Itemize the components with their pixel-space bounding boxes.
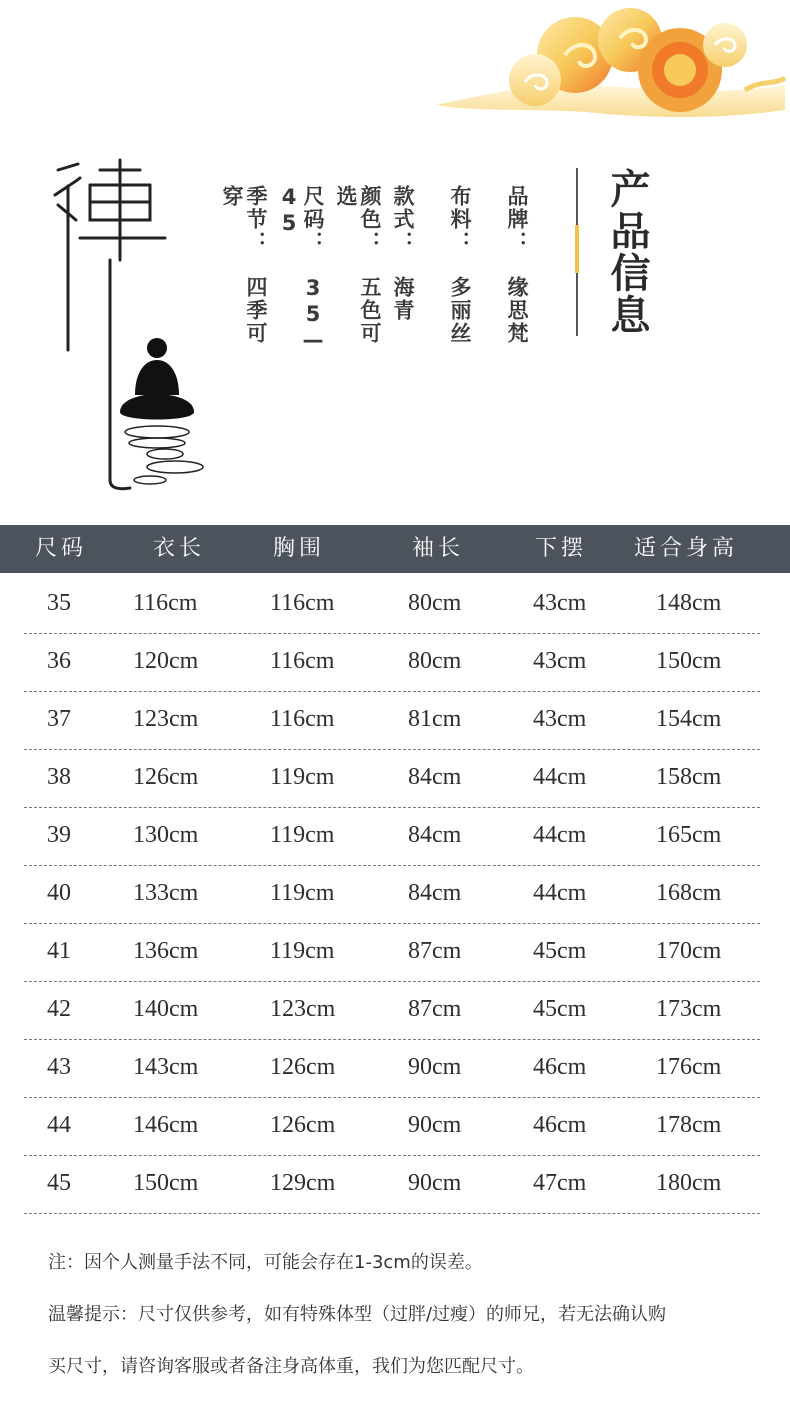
- cell-sleeve: 90cm: [408, 1112, 462, 1138]
- size-table-body: [24, 576, 760, 1214]
- note-tip-line2: 买尺寸，请咨询客服或者备注身高体重，我们为您匹配尺寸。: [48, 1356, 534, 1377]
- cell-height: 173cm: [656, 996, 722, 1022]
- cell-size: 35: [47, 590, 71, 616]
- cell-length: 116cm: [133, 590, 198, 616]
- cell-chest: 119cm: [270, 764, 335, 790]
- cell-length: 146cm: [133, 1112, 199, 1138]
- cell-sleeve: 90cm: [408, 1170, 462, 1196]
- title-accent-bar: [575, 225, 579, 273]
- table-row: [24, 1156, 760, 1214]
- header-height: 适合身高: [634, 536, 739, 561]
- cell-length: 123cm: [133, 706, 199, 732]
- field-value: 缘思梵: [505, 276, 529, 345]
- cell-chest: 119cm: [270, 938, 335, 964]
- table-row: [24, 692, 760, 750]
- field-value: 多丽丝: [448, 276, 472, 345]
- table-row: [24, 808, 760, 866]
- field-label: 颜色：: [358, 185, 382, 254]
- section-title: 产品信息: [604, 168, 650, 336]
- cell-sleeve: 80cm: [408, 648, 462, 674]
- cell-length: 133cm: [133, 880, 199, 906]
- table-row: [24, 1098, 760, 1156]
- cell-chest: 116cm: [270, 706, 335, 732]
- field-value: 35—45: [277, 185, 325, 354]
- cell-hem: 44cm: [533, 822, 587, 848]
- cell-height: 168cm: [656, 880, 722, 906]
- cell-chest: 129cm: [270, 1170, 336, 1196]
- cell-chest: 119cm: [270, 880, 335, 906]
- note-error: 注：因个人测量手法不同，可能会存在1-3cm的误差。: [48, 1252, 483, 1273]
- product-field-size: [277, 185, 325, 355]
- product-field-style: [391, 185, 415, 322]
- cell-size: 37: [47, 706, 71, 732]
- field-value: 五色可选: [334, 185, 382, 345]
- cell-size: 42: [47, 996, 71, 1022]
- zen-meditation-illustration: [40, 150, 220, 495]
- cell-sleeve: 90cm: [408, 1054, 462, 1080]
- cell-hem: 46cm: [533, 1112, 587, 1138]
- field-label: 尺码：: [301, 185, 325, 254]
- cell-length: 150cm: [133, 1170, 199, 1196]
- table-row: [24, 866, 760, 924]
- cell-size: 41: [47, 938, 71, 964]
- field-value: 四季可穿: [220, 185, 268, 345]
- cell-length: 136cm: [133, 938, 199, 964]
- cell-sleeve: 84cm: [408, 880, 462, 906]
- header-length: 衣长: [153, 536, 206, 561]
- cell-height: 180cm: [656, 1170, 722, 1196]
- cell-hem: 44cm: [533, 764, 587, 790]
- cell-size: 44: [47, 1112, 71, 1138]
- size-table-header: [0, 525, 790, 573]
- cell-height: 165cm: [656, 822, 722, 848]
- product-field-color: [334, 185, 382, 355]
- cell-hem: 43cm: [533, 590, 587, 616]
- header-hem: 下摆: [535, 536, 588, 561]
- cell-height: 178cm: [656, 1112, 722, 1138]
- header-sleeve: 袖长: [412, 536, 465, 561]
- table-row: [24, 1040, 760, 1098]
- cell-length: 120cm: [133, 648, 199, 674]
- field-value: 海青: [391, 276, 415, 322]
- cell-sleeve: 84cm: [408, 764, 462, 790]
- cell-length: 140cm: [133, 996, 199, 1022]
- cell-hem: 44cm: [533, 880, 587, 906]
- field-label: 布料：: [448, 185, 472, 254]
- product-field-fabric: [448, 185, 472, 345]
- auspicious-cloud-decoration: [425, 0, 790, 150]
- table-row: [24, 576, 760, 634]
- cell-size: 45: [47, 1170, 71, 1196]
- cell-hem: 43cm: [533, 648, 587, 674]
- cell-height: 148cm: [656, 590, 722, 616]
- cell-sleeve: 84cm: [408, 822, 462, 848]
- cell-chest: 126cm: [270, 1112, 336, 1138]
- note-tip-line1: 温馨提示：尺寸仅供参考，如有特殊体型（过胖/过瘦）的师兄，若无法确认购: [48, 1304, 667, 1325]
- cell-height: 176cm: [656, 1054, 722, 1080]
- notes: [48, 1245, 768, 1401]
- cell-hem: 45cm: [533, 938, 587, 964]
- cell-length: 130cm: [133, 822, 199, 848]
- cell-hem: 45cm: [533, 996, 587, 1022]
- cell-size: 38: [47, 764, 71, 790]
- cell-sleeve: 81cm: [408, 706, 462, 732]
- cell-chest: 119cm: [270, 822, 335, 848]
- header-size: 尺码: [35, 536, 88, 561]
- product-field-season: [220, 185, 268, 355]
- cell-height: 154cm: [656, 706, 722, 732]
- cell-chest: 126cm: [270, 1054, 336, 1080]
- cell-hem: 47cm: [533, 1170, 587, 1196]
- cell-sleeve: 87cm: [408, 938, 462, 964]
- table-row: [24, 982, 760, 1040]
- cell-hem: 43cm: [533, 706, 587, 732]
- cell-sleeve: 87cm: [408, 996, 462, 1022]
- cell-sleeve: 80cm: [408, 590, 462, 616]
- cell-size: 43: [47, 1054, 71, 1080]
- cell-chest: 116cm: [270, 590, 335, 616]
- table-row: [24, 750, 760, 808]
- field-label: 款式：: [391, 185, 415, 254]
- cell-size: 36: [47, 648, 71, 674]
- cell-height: 170cm: [656, 938, 722, 964]
- cell-length: 143cm: [133, 1054, 199, 1080]
- cell-height: 150cm: [656, 648, 722, 674]
- table-row: [24, 634, 760, 692]
- cell-size: 39: [47, 822, 71, 848]
- cell-length: 126cm: [133, 764, 199, 790]
- product-info-list: [215, 185, 545, 355]
- cell-size: 40: [47, 880, 71, 906]
- cell-height: 158cm: [656, 764, 722, 790]
- cell-hem: 46cm: [533, 1054, 587, 1080]
- product-field-brand: [505, 185, 529, 345]
- table-row: [24, 924, 760, 982]
- header-chest: 胸围: [273, 536, 326, 561]
- cell-chest: 123cm: [270, 996, 336, 1022]
- field-label: 季节：: [244, 185, 268, 254]
- field-label: 品牌：: [505, 185, 529, 254]
- cell-chest: 116cm: [270, 648, 335, 674]
